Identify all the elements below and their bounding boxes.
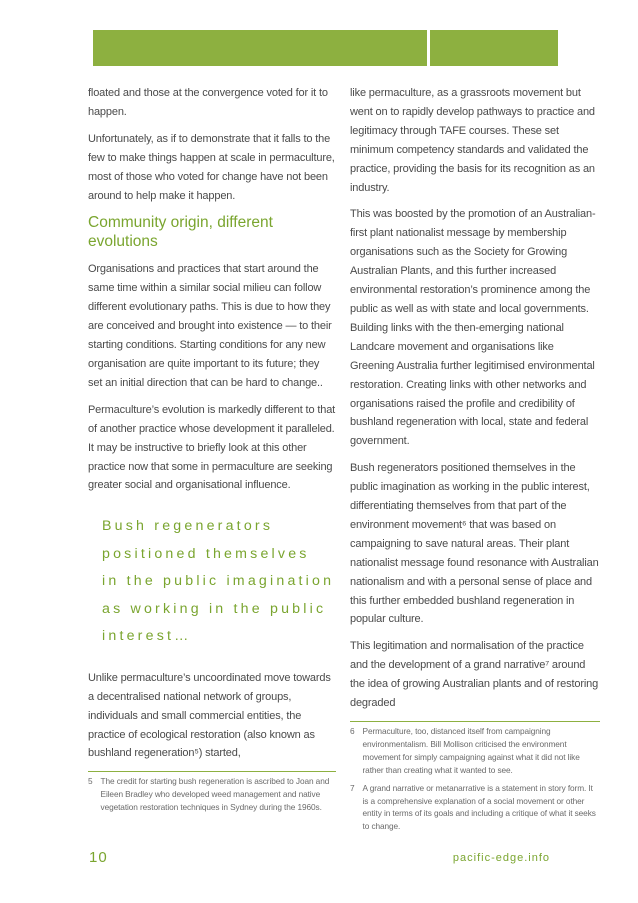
site-url: pacific-edge.info (452, 852, 550, 864)
right-column (350, 84, 600, 838)
footnote-number: 5 (88, 776, 93, 787)
body-paragraph: This was boosted by the promotion of an Australian-first plant nationalist message by membership organisations such as the Society for Growing Australian Plants, and this further increased environmental restoration’s prominence among the public as well as with state and local governments. Building links with the then-emerging national Landcare movement and organisations like Greening Australia further legitimised environmental restoration. Creating links with other networks and organisations raised the profile and credibility of bushland regeneration with local, state and federal government. (350, 208, 596, 448)
pull-quote-line: in the public imagination (102, 573, 335, 590)
footnote (350, 725, 600, 777)
body-paragraph: This legitimation and normalisation of the practice and the development of a grand narrative⁷ around the idea of growing Australian plants and of restoring degraded (350, 640, 599, 710)
body-paragraph: Organisations and practices that start around the same time within a similar social milieu can follow different evolutionary paths. This is due to how they are conceived and brought into existence — to their starting conditions. Starting conditions for any new organisation are quite important to its future; they set an initial direction that can be hard to change.. (88, 263, 332, 389)
section-heading: Community origin, different evolutions (88, 214, 273, 251)
pull-quote-line: as working in the public (102, 600, 327, 617)
body-paragraph: like permaculture, as a grassroots movement but went on to rapidly develop pathways to practice and legitimacy through TAFE courses. These set minimum competency standards and validated the practice, providing the basis for its recognition as an industry. (350, 87, 595, 194)
footnote-text: The credit for starting bush regeneration is ascribed to Joan and Eileen Bradley who developed weed management and native vegetation restoration techniques in Sydney during the 1960s. (100, 776, 330, 813)
left-column (88, 84, 336, 819)
footnote-text: Permaculture, too, distanced itself from campaigning environmentalism. Bill Mollison criticised the environment movement for simply campaigning against what it did not like rather than creating what it wanted to see. (362, 726, 580, 775)
footnote (350, 782, 600, 834)
pull-quote-line: positioned themselves (102, 545, 310, 562)
body-paragraph: Unfortunately, as if to demonstrate that it falls to the few to make things happen at scale in permaculture, most of those who voted for change have not been around to help make it happen. (88, 132, 335, 202)
pull-quote-line: Bush regenerators (102, 518, 274, 535)
footnote (88, 775, 336, 814)
footnote-number: 6 (350, 726, 355, 736)
pull-quote (102, 513, 336, 651)
footnote-divider (88, 771, 336, 772)
body-paragraph: floated and those at the convergence voted for it to happen. (88, 87, 328, 118)
body-paragraph: Permaculture’s evolution is markedly different to that of another practice whose development it paralleled. It may be instructive to briefly look at this other practice now that some in permaculture are seeking greater social and organisational influence. (88, 403, 336, 492)
page-number: 10 (89, 849, 108, 866)
footnote-divider (350, 721, 600, 722)
header-band-left (93, 30, 427, 66)
footnote-number: 7 (350, 782, 355, 793)
header-band-right (430, 30, 558, 66)
pull-quote-line: interest… (102, 628, 192, 645)
body-paragraph: Bush regenerators positioned themselves in the public imagination as working in the public interest, differentiating themselves from that part of the environment movement⁶ that was based on campaigning to save natural areas. Their plant nationalist message found resonance with Australian nationalism and with a personal sense of place and this further embedded bushland regeneration in popular culture. (350, 462, 599, 626)
body-paragraph: Unlike permaculture’s uncoordinated move towards a decentralised national network of groups, individuals and small commercial entities, the practice of ecological restoration (also known as bushland regeneration⁵) started, (88, 671, 331, 760)
footnote-text: A grand narrative or metanarrative is a statement in story form. It is a comprehensive explanation of a social movement or other entity in terms of its goals and including a critique of what it seeks to change. (362, 782, 596, 832)
